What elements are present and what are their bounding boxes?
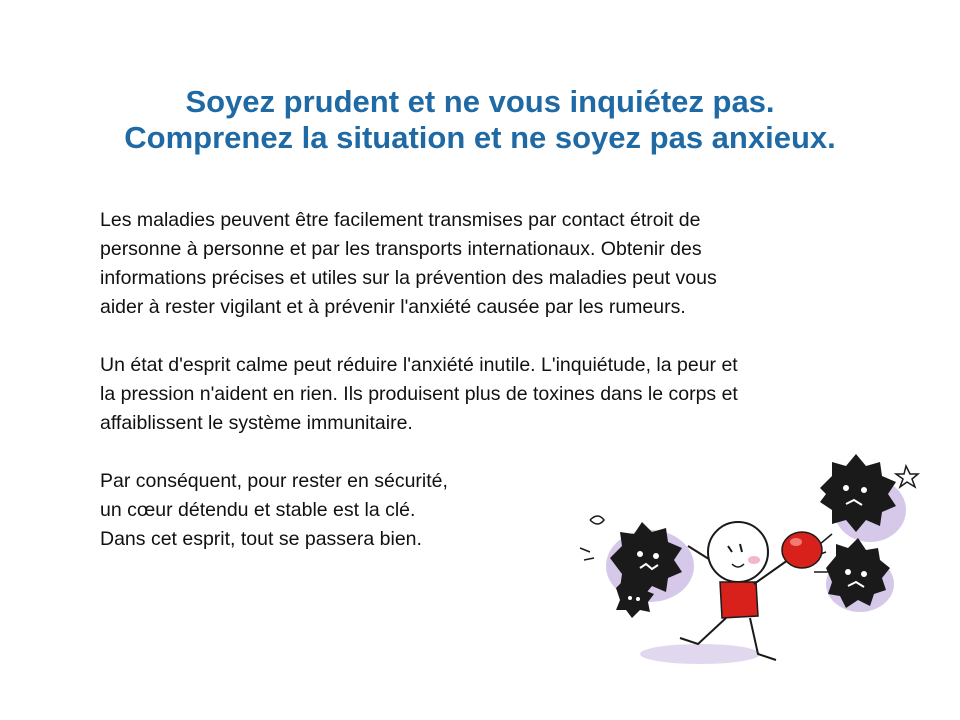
- motion-lines: [580, 548, 594, 560]
- ground-shadow: [640, 644, 760, 664]
- title-line-2: Comprenez la situation et ne soyez pas anxieux.: [124, 120, 836, 155]
- star-icon: [896, 466, 918, 487]
- paragraph-line: Par conséquent, pour rester en sécurité,: [100, 470, 448, 492]
- paragraph-line: Les maladies peuvent être facilement transmises par contact étroit de: [100, 209, 701, 231]
- boxing-glove-icon: [782, 532, 822, 568]
- paragraph-line: affaiblissent le système immunitaire.: [100, 412, 413, 434]
- paragraph-line: aider à rester vigilant et à prévenir l'anxiété causée par les rumeurs.: [100, 296, 686, 318]
- paragraph-line: informations précises et utiles sur la prévention des maladies peut vous: [100, 267, 717, 289]
- paragraph-2: [100, 351, 920, 438]
- boxer-illustration: [570, 448, 930, 680]
- paragraph-1: [100, 206, 920, 322]
- title-line-1: Soyez prudent et ne vous inquiétez pas.: [185, 84, 775, 119]
- slide-title: [40, 84, 920, 156]
- paragraph-line: personne à personne et par les transports internationaux. Obtenir des: [100, 238, 702, 260]
- paragraph-line: un cœur détendu et stable est la clé.: [100, 499, 416, 521]
- paragraph-line: Un état d'esprit calme peut réduire l'anxiété inutile. L'inquiétude, la peur et: [100, 354, 738, 376]
- paragraph-line: la pression n'aident en rien. Ils produisent plus de toxines dans le corps et: [100, 383, 738, 405]
- swirl-icon: [590, 516, 604, 524]
- paragraph-line: Dans cet esprit, tout se passera bien.: [100, 528, 422, 550]
- boxer-figure: [680, 522, 822, 660]
